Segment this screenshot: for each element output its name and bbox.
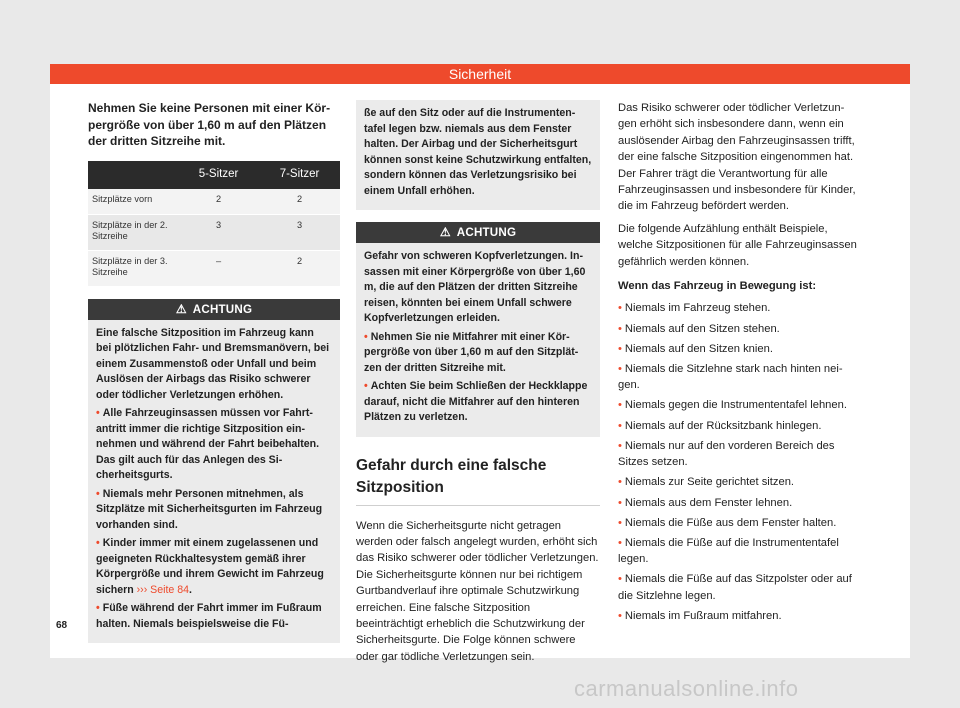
table-row (88, 189, 340, 215)
warning-box (356, 222, 600, 437)
warning-lead: Gefahr von schweren Kopfverletzungen. Insassen mit einer Körpergröße von über 1,60 m, die auf den Plätzen der dritten Sitzreihe reisen, könnten bei einem Unfall schwere Kopfverletzungen erleiden. (364, 250, 586, 324)
list-item: • Niemals die Füße aus dem Fenster halten. (618, 516, 837, 529)
table-header-7-seater: 7-Sitzer (259, 161, 340, 189)
cell-value: – (178, 250, 259, 286)
bullet-icon: • (618, 302, 622, 315)
warning-header (88, 299, 340, 320)
cell-value: 2 (178, 189, 259, 215)
warning-body (356, 106, 600, 199)
bullet-icon: • (618, 322, 622, 335)
bullet-icon: • (618, 419, 622, 432)
warning-bullet: • Achten Sie beim Schließen der Heckklappe darauf, nicht die Mitfahrer auf den hinteren Plätzen zu verletzen. (364, 380, 588, 423)
table-row (88, 214, 340, 250)
seat-table (88, 161, 340, 287)
warning-bullet: • Nehmen Sie nie Mitfahrer mit einer Körpergröße von über 1,60 m auf den Sitzplätzen der dritten Sitzreihe mit. (364, 330, 579, 374)
warning-title: ACHTUNG (192, 302, 253, 316)
warning-bullet: • Füße während der Fahrt immer im Fußraum halten. Niemals beispielsweise die Fü- (96, 602, 322, 630)
warning-continuation: ße auf den Sitz oder auf die Instrumententafel legen bzw. niemals aus dem Fenster halten. Der Airbag und der Sicherheitsgurt können sonst keine Schutzwirkung entfalten, sondern können das Verletzungsrisiko bei einem Unfall erhöhen. (364, 107, 592, 197)
cell-value: 2 (259, 250, 340, 286)
bullet-icon: • (618, 573, 622, 586)
section-header: Sicherheit (50, 64, 910, 84)
bullet-icon: • (364, 380, 368, 392)
warning-box-continued (356, 100, 600, 210)
list-item: • Niemals gegen die Instrumententafel lehnen. (618, 399, 847, 412)
warning-body (88, 320, 340, 633)
bullet-icon: • (364, 330, 368, 343)
warning-bullet: • Kinder immer mit einem zugelassenen und geeigneten Rückhaltesystem gemäß ihrer Körpergröße und ihrem Gewicht im Fahrzeug sichern ››› Seite 84. (96, 537, 324, 596)
bullet-icon: • (618, 363, 622, 376)
table-header-row (88, 161, 340, 189)
bullet-icon: • (96, 537, 100, 549)
page-reference-link[interactable]: ››› Seite 84 (136, 583, 190, 596)
section-heading: Gefahr durch eine falsche Sitzposition (356, 455, 600, 506)
subheading: Wenn das Fahrzeug in Bewegung ist: (618, 280, 817, 293)
warning-body (356, 243, 600, 426)
column-right (618, 100, 858, 628)
bullet-icon: • (618, 439, 622, 452)
row-label: Sitzplätze vorn (88, 189, 178, 215)
bullet-icon: • (618, 476, 622, 489)
bullet-icon: • (96, 407, 100, 419)
table-header-empty (88, 161, 178, 189)
list-item: • Niemals zur Seite gerichtet sitzen. (618, 476, 795, 489)
list-item: • Niemals auf den Sitzen stehen. (618, 322, 780, 335)
body-paragraph: Das Risiko schwerer oder tödlicher Verletzungen erhöht sich insbesondere dann, wenn ein auslösender Airbag den Fahrzeuginsassen trifft, der eine falsche Sitzposition eingenommen hat. Der Fahrer trägt die Verantwortung für alle Fahrzeuginsassen und insbesondere für Kinder, die im Fahrzeug befördert werden. (618, 102, 856, 213)
list-item: • Niemals nur auf den vorderen Bereich des Sitzes setzen. (618, 439, 835, 469)
warning-bullet: • Niemals mehr Personen mitnehmen, als Sitzplätze mit Sicherheitsgurten im Fahrzeug vorhanden sind. (96, 487, 323, 531)
warning-title: ACHTUNG (456, 226, 517, 239)
warning-triangle-icon: ⚠ (439, 225, 451, 239)
list-item: • Niemals im Fahrzeug stehen. (618, 302, 771, 315)
bullet-icon: • (96, 487, 100, 500)
cell-value: 3 (178, 214, 259, 250)
list-item: • Niemals auf der Rücksitzbank hinlegen. (618, 419, 822, 432)
cell-value: 3 (259, 214, 340, 250)
bullet-icon: • (618, 516, 622, 529)
bullet-icon: • (618, 536, 622, 549)
list-item: • Niemals die Füße auf die Instrumententafel legen. (618, 536, 839, 566)
list-item: • Niemals im Fußraum mitfahren. (618, 609, 782, 622)
body-paragraph: Die folgende Aufzählung enthält Beispiele, welche Sitzpositionen für alle Fahrzeuginsassen gefährlich werden können. (618, 222, 857, 268)
page-number: 68 (56, 620, 68, 631)
bullet-icon: • (618, 609, 622, 622)
bullet-icon: • (618, 342, 622, 355)
row-label: Sitzplätze in der 2. Sitzreihe (88, 214, 178, 250)
warning-box (88, 299, 340, 644)
row-label: Sitzplätze in der 3. Sitzreihe (88, 250, 178, 286)
bullet-icon: • (618, 496, 622, 509)
list-item: • Niemals aus dem Fenster lehnen. (618, 496, 793, 509)
intro-text: Nehmen Sie keine Personen mit einer Körpergröße von über 1,60 m auf den Plätzen der dritten Sitzreihe mit. (88, 101, 331, 148)
warning-bullet: • Alle Fahrzeuginsassen müssen vor Fahrtantritt immer die richtige Sitzposition einnehmen und während der Fahrt beibehalten. Das gilt auch für das Anlegen des Sicherheitsgurts. (96, 407, 320, 481)
warning-triangle-icon: ⚠ (175, 301, 187, 316)
list-item: • Niemals die Sitzlehne stark nach hinten neigen. (618, 363, 843, 392)
list-item: • Niemals auf den Sitzen knien. (618, 342, 773, 355)
table-row (88, 250, 340, 286)
table-header-5-seater: 5-Sitzer (178, 161, 259, 189)
bullet-icon: • (96, 602, 100, 614)
warning-header (356, 222, 600, 243)
column-middle (356, 100, 600, 665)
column-left (88, 100, 340, 643)
bullet-icon: • (618, 399, 622, 412)
cell-value: 2 (259, 189, 340, 215)
body-paragraph: Wenn die Sicherheitsgurte nicht getragen werden oder falsch angelegt wurden, erhöht sich das Risiko schwerer oder tödlicher Verletzungen. Die Sicherheitsgurte können nur bei richtigem Gurtbandverlauf ihre optimale Schutzwirkung erreichen. Eine falsche Sitzposition beeinträchtigt erheblich die Schutzwirkung der Sicherheitsgurte. Die Folge können schwere oder gar tödliche Verletzungen sein. (356, 519, 599, 663)
warning-lead: Eine falsche Sitzposition im Fahrzeug kann bei plötzlichen Fahr- und Bremsmanövern, bei einem Zusammenstoß oder Unfall und beim Auslösen der Airbags das Risiko schwerer oder tödlicher Verletzungen erhöhen. (96, 326, 330, 401)
list-item: • Niemals die Füße auf das Sitzpolster oder auf die Sitzlehne legen. (618, 573, 852, 602)
watermark: carmanualsonline.info (574, 676, 799, 701)
